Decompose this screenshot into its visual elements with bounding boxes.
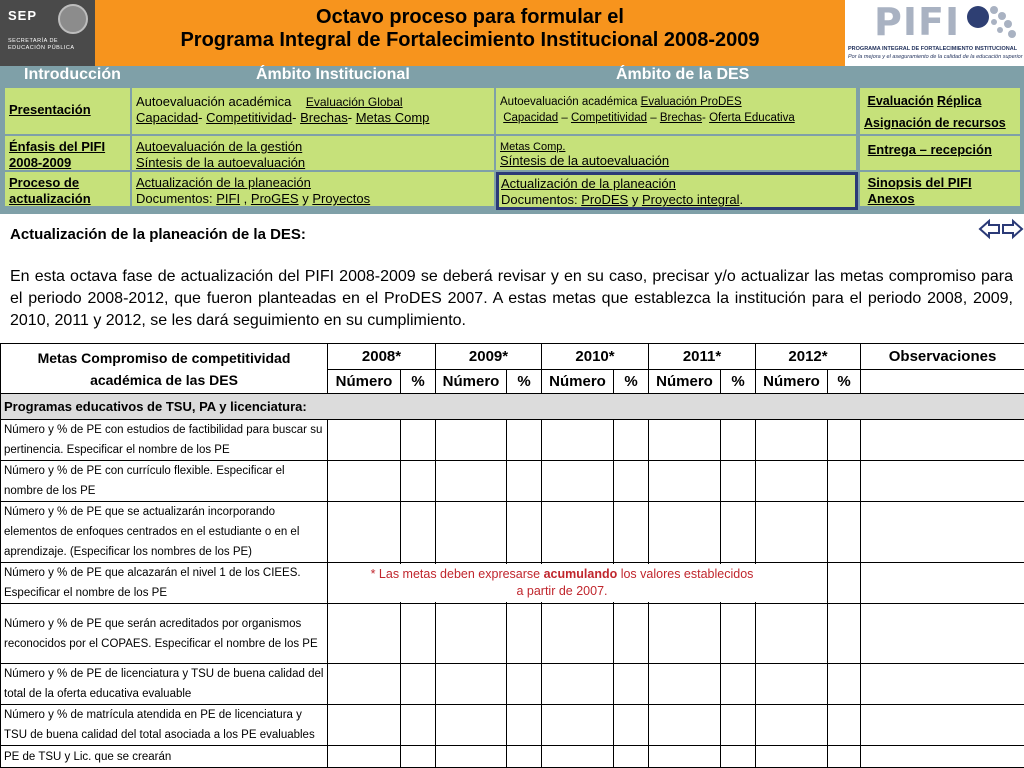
input-cell[interactable] <box>861 420 1024 461</box>
table-row <box>1 461 1024 502</box>
section-label: Programas educativos de TSU, PA y licenciatura: <box>1 394 1024 420</box>
nav-inst-metas-comp-link[interactable]: Metas Comp <box>355 110 430 125</box>
nav-anexos-link[interactable]: Anexos <box>867 191 915 206</box>
input-cell[interactable] <box>721 705 756 746</box>
input-cell[interactable] <box>721 664 756 705</box>
nav-evaluacion <box>860 88 1020 134</box>
nav-inst-gestion <box>132 136 494 170</box>
input-cell[interactable] <box>614 705 649 746</box>
input-cell[interactable] <box>756 746 828 768</box>
input-cell[interactable] <box>828 705 861 746</box>
input-cell[interactable] <box>542 461 614 502</box>
nav-heading-row <box>0 66 1024 86</box>
input-cell[interactable] <box>328 604 401 664</box>
nav-inst-pifi-link[interactable]: PIFI <box>216 191 241 206</box>
input-cell[interactable] <box>614 502 649 563</box>
row-label: Número y % de PE que se actualizarán incorporando elementos de enfoques centrados en el estudiante o en el aprendizaje. (Especificar los nombres de los PE) <box>1 502 328 563</box>
input-cell[interactable] <box>861 705 1024 746</box>
note-bold: acumulando <box>543 567 618 581</box>
table-row <box>1 746 1024 768</box>
nav-inst-autoeval-gestion-link[interactable]: Autoevaluación de la gestión <box>136 139 303 154</box>
nav-replica-link[interactable]: Réplica <box>936 94 982 108</box>
note-post: los valores establecidos a partir de 2007. <box>516 567 754 598</box>
input-cell[interactable] <box>542 664 614 705</box>
page-title-line2: Programa Integral de Fortalecimiento Institucional 2008-2009 <box>180 29 760 51</box>
input-cell[interactable] <box>328 746 401 768</box>
input-cell[interactable] <box>507 746 542 768</box>
nav-entrega[interactable] <box>860 136 1020 170</box>
input-cell[interactable] <box>614 746 649 768</box>
input-cell[interactable] <box>401 502 436 563</box>
nav-entrega-link[interactable]: Entrega – recepción <box>867 142 992 157</box>
input-cell[interactable] <box>861 461 1024 502</box>
input-cell[interactable] <box>614 604 649 664</box>
input-cell[interactable] <box>721 502 756 563</box>
table-row <box>1 420 1024 461</box>
nav-inst-proges-link[interactable]: ProGES <box>250 191 299 206</box>
pifi-logo <box>846 0 1024 66</box>
input-cell[interactable] <box>401 664 436 705</box>
nav-enfasis[interactable] <box>5 136 130 170</box>
input-cell[interactable] <box>721 420 756 461</box>
input-cell[interactable] <box>828 420 861 461</box>
next-arrow-icon[interactable] <box>1003 221 1022 237</box>
nav-inst-autoeval-label: Autoevaluación académica <box>136 94 292 109</box>
input-cell[interactable] <box>828 746 861 768</box>
nav-evaluacion-link[interactable]: Evaluación <box>867 94 934 108</box>
input-cell[interactable] <box>401 604 436 664</box>
nav-presentacion[interactable] <box>5 88 130 134</box>
nav-inst-y-label: y <box>302 191 309 206</box>
year-header-0: 2008* <box>328 344 436 370</box>
input-cell[interactable] <box>436 664 507 705</box>
input-cell[interactable] <box>756 664 828 705</box>
input-cell[interactable] <box>649 461 721 502</box>
pct-header: % <box>828 370 861 394</box>
input-cell[interactable] <box>721 604 756 664</box>
nav-heading-institucional[interactable]: Ámbito Institucional <box>256 66 410 83</box>
nav-proceso[interactable] <box>5 172 130 206</box>
nav-inst-actualizacion-link[interactable]: Actualización de la planeación <box>136 175 311 190</box>
input-cell[interactable] <box>401 461 436 502</box>
nav-des-competitividad-link[interactable]: Competitividad <box>570 112 648 124</box>
input-cell[interactable] <box>507 705 542 746</box>
input-cell[interactable] <box>542 746 614 768</box>
row-label: Número y % de PE con estudios de factibilidad para buscar su pertinencia. Especificar el nombre de los PE <box>1 420 328 461</box>
nav-des-actualizacion-selected[interactable] <box>496 172 858 210</box>
nav-sinopsis-link[interactable]: Sinopsis del PIFI <box>867 175 972 190</box>
note-pre: * Las metas deben expresarse <box>370 567 544 581</box>
input-cell[interactable] <box>649 502 721 563</box>
nav-des-period: . <box>739 192 744 207</box>
pifi-logo-subtitle: PROGRAMA INTEGRAL DE FORTALECIMIENTO INSTITUCIONAL <box>848 46 1018 52</box>
nav-inst-capacidad-link[interactable]: Capacidad <box>136 110 199 125</box>
title-banner <box>95 0 845 66</box>
nav-inst-brechas-link[interactable]: Brechas <box>300 110 348 125</box>
input-cell[interactable] <box>649 420 721 461</box>
input-cell[interactable] <box>828 502 861 563</box>
nav-inst-actualizacion: Actualización de la planeación Documentos: PIFI , ProGES y Proyectos <box>132 172 494 206</box>
input-cell[interactable] <box>542 420 614 461</box>
nav-des-prodes-link[interactable]: ProDES <box>581 192 629 207</box>
header <box>0 0 1024 66</box>
numero-header: Número <box>542 370 614 394</box>
row-label: Número y % de PE que serán acreditados por organismos reconocidos por el COPAES. Especificar el nombre de los PE <box>1 604 328 664</box>
accumulation-note <box>368 564 756 602</box>
year-header-2: 2010* <box>542 344 649 370</box>
input-cell[interactable] <box>401 705 436 746</box>
input-cell[interactable] <box>614 420 649 461</box>
nav-sinopsis-anexos <box>860 172 1020 206</box>
nav-proceso-label[interactable]: Proceso de actualización <box>9 175 91 206</box>
sep-logo <box>0 0 95 66</box>
input-cell[interactable] <box>328 664 401 705</box>
numero-header: Número <box>649 370 721 394</box>
input-cell[interactable] <box>828 563 861 604</box>
row-label: PE de TSU y Lic. que se crearán <box>1 746 328 768</box>
input-cell[interactable] <box>756 563 828 604</box>
content-heading: Actualización de la planeación de la DES: <box>10 226 306 243</box>
numero-header: Número <box>756 370 828 394</box>
input-cell[interactable] <box>542 705 614 746</box>
nav-des-metas-comp-link[interactable]: Metas Comp. <box>500 141 566 153</box>
nav-heading-des[interactable]: Ámbito de la DES <box>616 66 750 83</box>
input-cell[interactable] <box>436 420 507 461</box>
numero-header: Número <box>436 370 507 394</box>
nav-asignacion-link[interactable]: Asignación de recursos <box>864 116 1006 130</box>
input-cell[interactable] <box>507 604 542 664</box>
year-header-1: 2009* <box>436 344 542 370</box>
nav-inst-autoevaluacion: Autoevaluación académica Evaluación Global Capacidad- Competitividad- Brechas- Metas Comp <box>132 88 494 134</box>
input-cell[interactable] <box>721 461 756 502</box>
input-cell[interactable] <box>861 746 1024 768</box>
input-cell[interactable] <box>328 461 401 502</box>
table-header-row <box>1 344 1024 370</box>
nav-presentacion-label[interactable]: Presentación <box>9 102 91 117</box>
input-cell[interactable] <box>861 604 1024 664</box>
table-row <box>1 604 1024 664</box>
nav-des-brechas-link[interactable]: Brechas <box>659 112 703 124</box>
input-cell[interactable] <box>756 461 828 502</box>
table-row <box>1 705 1024 746</box>
nav-des-autoeval-label: Autoevaluación académica <box>500 96 638 108</box>
navigation-panel <box>0 66 1024 214</box>
sep-logo-word: SEP <box>8 8 38 23</box>
input-cell[interactable] <box>507 461 542 502</box>
input-cell[interactable] <box>756 420 828 461</box>
table-corner-header: Metas Compromiso de competitividad académica de las DES <box>1 344 328 394</box>
prev-next-arrows <box>978 218 1024 240</box>
numero-header: Número <box>328 370 401 394</box>
input-cell[interactable] <box>861 502 1024 563</box>
pifi-logo-word: PIFI <box>874 0 961 44</box>
prev-arrow-icon[interactable] <box>980 221 999 237</box>
sep-logo-subtitle: SECRETARÍA DE EDUCACIÓN PÚBLICA <box>8 38 75 51</box>
content-area <box>0 214 1024 344</box>
pifi-logo-tagline: Por la mejora y el aseguramiento de la calidad de la educación superior <box>848 54 1023 60</box>
nav-des-metas <box>496 136 856 170</box>
nav-des-actualizacion-link[interactable]: Actualización de la planeación <box>501 176 676 191</box>
table-row <box>1 502 1024 563</box>
row-label: Número y % de PE de licenciatura y TSU de buena calidad del total de la oferta educativa evaluable <box>1 664 328 705</box>
input-cell[interactable] <box>542 502 614 563</box>
observaciones-header: Observaciones <box>861 344 1024 370</box>
nav-heading-intro[interactable]: Introducción <box>24 66 121 83</box>
input-cell[interactable] <box>436 502 507 563</box>
input-cell[interactable] <box>649 664 721 705</box>
input-cell[interactable] <box>401 420 436 461</box>
pct-header: % <box>507 370 542 394</box>
year-header-4: 2012* <box>756 344 861 370</box>
input-cell[interactable] <box>649 746 721 768</box>
input-cell[interactable] <box>614 461 649 502</box>
nav-des-documentos-label: Documentos: <box>501 192 578 207</box>
row-label: Número y % de matrícula atendida en PE de licenciatura y TSU de buena calidad del total asociada a los PE evaluables <box>1 705 328 746</box>
nav-des-y-label: y <box>631 192 639 207</box>
pct-header: % <box>721 370 756 394</box>
input-cell[interactable] <box>721 746 756 768</box>
nav-inst-eval-global-link[interactable]: Evaluación Global <box>305 95 403 109</box>
nav-des-sintesis-link[interactable]: Síntesis de la autoevaluación <box>500 153 670 168</box>
nav-des-capacidad-link[interactable]: Capacidad <box>503 112 559 124</box>
input-cell[interactable] <box>542 604 614 664</box>
mexico-seal-icon <box>58 4 88 34</box>
nav-enfasis-label[interactable]: Énfasis del PIFI 2008-2009 <box>9 139 106 170</box>
input-cell[interactable] <box>436 604 507 664</box>
nav-des-eval-prodes-link[interactable]: Evaluación ProDES <box>640 96 742 108</box>
input-cell[interactable] <box>756 502 828 563</box>
input-cell[interactable] <box>828 604 861 664</box>
input-cell[interactable] <box>614 664 649 705</box>
input-cell[interactable] <box>507 502 542 563</box>
input-cell[interactable] <box>649 705 721 746</box>
input-cell[interactable] <box>861 664 1024 705</box>
pct-header: % <box>401 370 436 394</box>
input-cell[interactable] <box>401 746 436 768</box>
nav-des-autoevaluacion: Autoevaluación académica Evaluación ProDES Capacidad – Competitividad – Brechas- Oferta Educativa <box>496 88 856 134</box>
page-title-line1: Octavo proceso para formular el <box>316 6 624 28</box>
pct-header: % <box>614 370 649 394</box>
observaciones-subheader <box>861 370 1024 394</box>
input-cell[interactable] <box>756 604 828 664</box>
input-cell[interactable] <box>861 563 1024 604</box>
input-cell[interactable] <box>436 746 507 768</box>
input-cell[interactable] <box>436 461 507 502</box>
table-section-row <box>1 394 1024 420</box>
nav-inst-sintesis-link[interactable]: Síntesis de la autoevaluación <box>136 155 306 170</box>
nav-inst-documentos-label: Documentos: <box>136 191 213 206</box>
input-cell[interactable] <box>828 664 861 705</box>
input-cell[interactable] <box>328 420 401 461</box>
table-row <box>1 664 1024 705</box>
nav-inst-competitividad-link[interactable]: Competitividad <box>206 110 293 125</box>
input-cell[interactable] <box>507 664 542 705</box>
input-cell[interactable] <box>756 705 828 746</box>
row-label: Número y % de PE que alcazarán el nivel 1 de los CIEES. Especificar el nombre de los PE <box>1 563 328 604</box>
input-cell[interactable] <box>649 604 721 664</box>
input-cell[interactable] <box>436 705 507 746</box>
nav-des-proyecto-integral-link[interactable]: Proyecto integral <box>641 192 740 207</box>
nav-des-oferta-link[interactable]: Oferta Educativa <box>709 112 795 124</box>
nav-inst-proyectos-link[interactable]: Proyectos <box>312 191 371 206</box>
input-cell[interactable] <box>828 461 861 502</box>
row-label: Número y % de PE con currículo flexible. Especificar el nombre de los PE <box>1 461 328 502</box>
content-paragraph: En esta octava fase de actualización del PIFI 2008-2009 se deberá revisar y en su caso, precisar y/o actualizar las metas compromiso para el periodo 2008-2012, que fueron planteadas en el ProDES 2007. A estas metas que establezca la institución para el periodo 2008, 2009, 2010, 2011 y 2012, se les dará seguimiento en su cumplimiento. <box>10 268 1013 329</box>
metas-table <box>0 343 1024 768</box>
input-cell[interactable] <box>328 502 401 563</box>
input-cell[interactable] <box>507 420 542 461</box>
input-cell[interactable] <box>328 705 401 746</box>
pifi-dots-icon <box>964 4 1024 44</box>
year-header-3: 2011* <box>649 344 756 370</box>
